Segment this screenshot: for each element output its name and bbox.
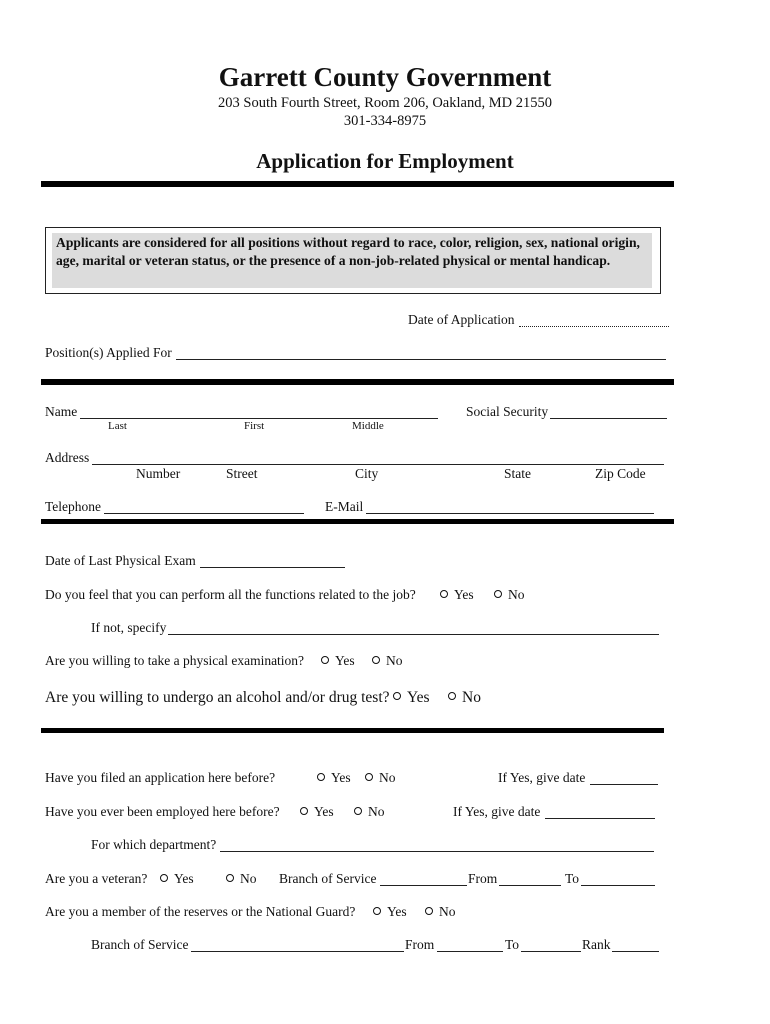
filed-before-yes[interactable] [317, 770, 351, 786]
veteran-question: Are you a veteran? [45, 871, 148, 886]
radio-icon [160, 874, 168, 882]
social-security-label: Social Security [466, 404, 549, 419]
yes-label: Yes [335, 653, 355, 668]
last-physical-label: Date of Last Physical Exam [45, 553, 196, 568]
no-label: No [379, 770, 396, 785]
header-divider [41, 181, 674, 187]
telephone-field[interactable] [104, 513, 304, 514]
radio-icon [321, 656, 329, 664]
veteran-branch-label: Branch of Service [279, 871, 377, 886]
radio-icon [354, 807, 362, 815]
radio-icon [494, 590, 502, 598]
reserves-yes[interactable] [373, 904, 407, 920]
positions-applied-field[interactable] [176, 359, 666, 360]
address-state-caption: State [504, 466, 531, 481]
org-title: Garrett County Government [218, 62, 552, 92]
notice-text: Applicants are considered for all positions without regard to race, color, religion, sex, national origin, age, marital or veteran status, or the presence of a non-job-related physical or mental handicap. [52, 233, 652, 288]
radio-icon [373, 907, 381, 915]
reserves-branch-label: Branch of Service [91, 937, 189, 952]
reserves-rank-label: Rank [582, 937, 611, 952]
filed-before-date-label: If Yes, give date [498, 770, 586, 785]
yes-label: Yes [314, 804, 334, 819]
perform-functions-no[interactable] [494, 587, 525, 603]
veteran-to-field[interactable] [581, 885, 655, 886]
reserves-from-field[interactable] [437, 951, 503, 952]
employed-before-yes[interactable] [300, 804, 334, 820]
positions-applied-label: Position(s) Applied For [45, 345, 172, 360]
yes-label: Yes [407, 689, 430, 706]
veteran-branch-field[interactable] [380, 885, 467, 886]
address-number-caption: Number [136, 466, 181, 481]
physical-exam-question: Are you willing to take a physical examination? [45, 653, 305, 668]
name-first-caption: First [244, 420, 265, 432]
employed-before-no[interactable] [354, 804, 385, 820]
notice-box [45, 227, 661, 294]
drug-test-yes[interactable] [393, 689, 430, 707]
date-of-application-field[interactable] [519, 326, 669, 327]
reserves-to-label: To [505, 937, 520, 952]
employed-before-date-label: If Yes, give date [453, 804, 541, 819]
section-divider-3 [41, 728, 664, 733]
reserves-to-field[interactable] [521, 951, 581, 952]
veteran-no[interactable] [226, 871, 257, 887]
no-label: No [439, 904, 456, 919]
yes-label: Yes [387, 904, 407, 919]
department-field[interactable] [220, 851, 654, 852]
reserves-branch-field[interactable] [191, 951, 404, 952]
social-security-field[interactable] [550, 418, 667, 419]
no-label: No [508, 587, 525, 602]
date-of-application-label: Date of Application [408, 312, 515, 327]
no-label: No [240, 871, 257, 886]
org-address: 203 South Fourth Street, Room 206, Oakland, MD 21550 [218, 95, 552, 111]
org-phone: 301-334-8975 [343, 113, 427, 129]
veteran-yes[interactable] [160, 871, 194, 887]
email-field[interactable] [366, 513, 654, 514]
address-label: Address [45, 450, 90, 465]
address-zip-caption: Zip Code [595, 466, 646, 481]
veteran-from-field[interactable] [499, 885, 561, 886]
no-label: No [386, 653, 403, 668]
reserves-from-label: From [405, 937, 435, 952]
filed-before-question: Have you filed an application here before? [45, 770, 276, 785]
if-not-specify-field[interactable] [168, 634, 659, 635]
radio-icon [365, 773, 373, 781]
filed-before-no[interactable] [365, 770, 396, 786]
physical-exam-yes[interactable] [321, 653, 355, 669]
radio-icon [226, 874, 234, 882]
name-field[interactable] [80, 418, 438, 419]
address-city-caption: City [355, 466, 379, 481]
reserves-rank-field[interactable] [612, 951, 659, 952]
telephone-label: Telephone [45, 499, 102, 514]
radio-icon [425, 907, 433, 915]
email-label: E-Mail [325, 499, 364, 514]
reserves-question: Are you a member of the reserves or the National Guard? [45, 904, 356, 919]
radio-icon [317, 773, 325, 781]
last-physical-field[interactable] [200, 567, 345, 568]
filed-before-date-field[interactable] [590, 784, 658, 785]
veteran-to-label: To [565, 871, 580, 886]
drug-test-no[interactable] [448, 689, 481, 707]
physical-exam-no[interactable] [372, 653, 403, 669]
perform-functions-yes[interactable] [440, 587, 474, 603]
radio-icon [300, 807, 308, 815]
name-label: Name [45, 404, 78, 419]
form-title: Application for Employment [256, 149, 514, 173]
radio-icon [448, 692, 456, 700]
veteran-from-label: From [468, 871, 498, 886]
employed-before-date-field[interactable] [545, 818, 655, 819]
yes-label: Yes [174, 871, 194, 886]
name-last-caption: Last [108, 420, 127, 432]
name-middle-caption: Middle [352, 420, 384, 432]
no-label: No [368, 804, 385, 819]
yes-label: Yes [454, 587, 474, 602]
radio-icon [393, 692, 401, 700]
reserves-no[interactable] [425, 904, 456, 920]
section-divider-1 [41, 379, 674, 385]
address-field[interactable] [92, 464, 664, 465]
no-label: No [462, 689, 481, 706]
drug-test-question: Are you willing to undergo an alcohol and/or drug test? [45, 689, 390, 706]
perform-functions-question: Do you feel that you can perform all the functions related to the job? [45, 587, 416, 602]
if-not-specify-label: If not, specify [91, 620, 167, 635]
radio-icon [440, 590, 448, 598]
employed-before-question: Have you ever been employed here before? [45, 804, 280, 819]
address-street-caption: Street [226, 466, 258, 481]
yes-label: Yes [331, 770, 351, 785]
radio-icon [372, 656, 380, 664]
section-divider-2 [41, 519, 674, 524]
department-label: For which department? [91, 837, 217, 852]
